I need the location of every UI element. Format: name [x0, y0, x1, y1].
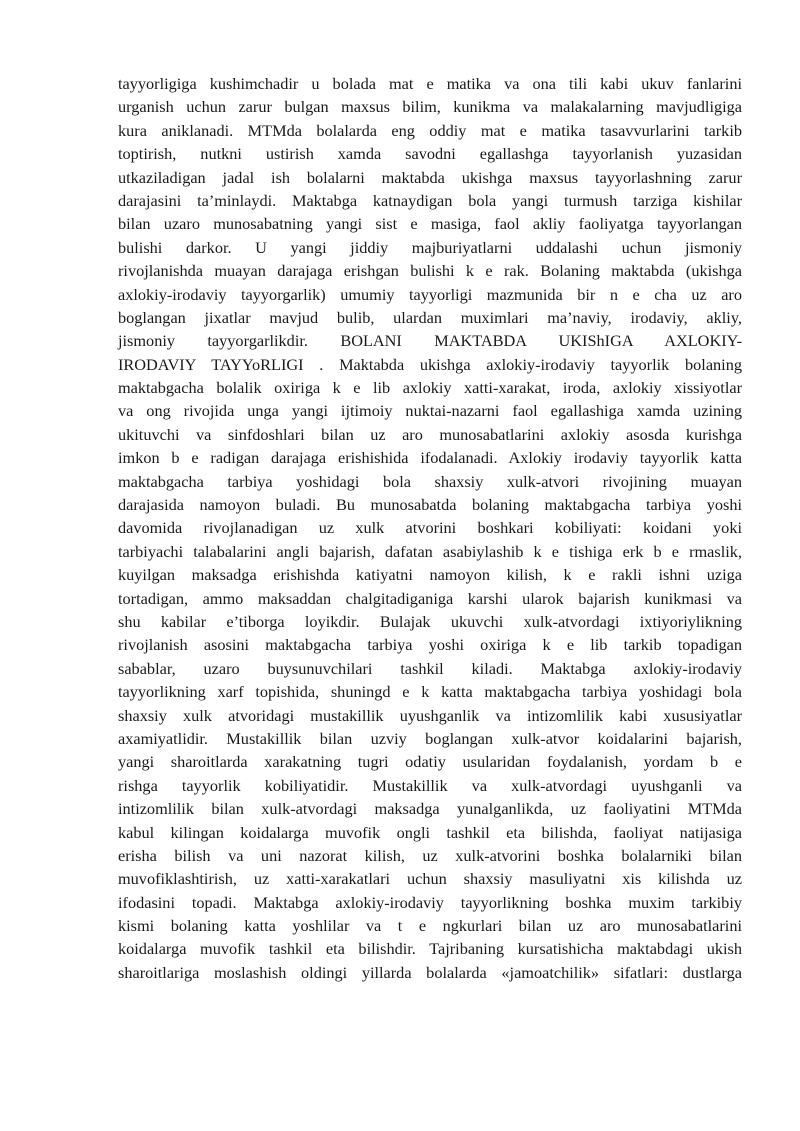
text-line: axamiyatlidir. Mustakillik bilan uzviy boglangan xulk-atvor koidalarini bajarish, [118, 728, 742, 748]
text-line: toptirish, nutkni ustirish xamda savodni egallashga tayyorlanish yuzasidan [118, 144, 742, 164]
text-line: utkaziladigan jadal ish bolalarni maktabda ukishga maxsus tayyorlashning zarur [118, 167, 742, 187]
text-line: rivojlanish asosini maktabgacha tarbiya yoshi oxiriga k e lib tarkib topadigan [118, 635, 742, 655]
text-line: intizomlilik bilan xulk-atvordagi maksadga yunalganlikda, uz faoliyatini MTMda [118, 799, 742, 819]
text-line: davomida rivojlanadigan uz xulk atvorini boshkari kobiliyati: koidani yoki [118, 518, 742, 538]
text-line: tayyorlikning xarf topishida, shuningd e k katta maktabgacha tarbiya yoshidagi bola [118, 682, 742, 702]
text-line: va ong rivojida unga yangi ijtimoiy nuktai-nazarni faol egallashiga xamda uzining [118, 401, 742, 421]
text-line: shaxsiy xulk atvoridagi mustakillik uyushganlik va intizomlilik kabi xususiyatlar [118, 705, 742, 725]
text-line: maktabgacha tarbiya yoshidagi bola shaxsiy xulk-atvori rivojining muayan [118, 471, 742, 491]
text-line: bulishi darkor. U yangi jiddiy majburiyatlarni uddalashi uchun jismoniy [118, 237, 742, 257]
text-line: tortadigan, ammo maksaddan chalgitadiganiga karshi ularok bajarish kunikmasi va [118, 588, 742, 608]
text-line: bilan uzaro munosabatning yangi sist e masiga, faol akliy faoliyatga tayyorlangan [118, 214, 742, 234]
text-line: axlokiy-irodaviy tayyorgarlik) umumiy tayyorligi mazmunida bir n e cha uz aro [118, 284, 742, 304]
text-line: rishga tayyorlik kobiliyatidir. Mustakillik va xulk-atvordagi uyushganli va [118, 775, 742, 795]
text-line: kabul kilingan koidalarga muvofik ongli tashkil eta bilishda, faoliyat natijasiga [118, 822, 742, 842]
text-line: darajasida namoyon buladi. Bu munosabatda bolaning maktabgacha tarbiya yoshi [118, 495, 742, 515]
text-line: imkon b e radigan darajaga erishishida ifodalanadi. Axlokiy irodaviy tayyorlik katta [118, 448, 742, 468]
body-text [118, 72, 742, 984]
text-line: shu kabilar e’tiborga loyikdir. Bulajak ukuvchi xulk-atvordagi ixtiyoriylikning [118, 611, 742, 631]
text-line: jismoniy tayyorgarlikdir. BOLANI MAKTABDA UKIShIGA AXLOKIY- [118, 331, 742, 351]
text-line: tarbiyachi talabalarini angli bajarish, dafatan asabiylashib k e tishiga erk b e rmaslik, [118, 541, 742, 561]
text-line: boglangan jixatlar mavjud bulib, ulardan muximlari ma’naviy, irodaviy, akliy, [118, 307, 742, 327]
text-line: kuyilgan maksadga erishishda katiyatni namoyon kilish, k e rakli ishni uziga [118, 565, 742, 585]
text-line: muvofiklashtirish, uz xatti-xarakatlari uchun shaxsiy masuliyatni xis kilishda uz [118, 869, 742, 889]
text-line: sharoitlariga moslashish oldingi yillarda bolalarda «jamoatchilik» sifatlari: dustlarga [118, 962, 742, 982]
text-line: IRODAVIY TAYYoRLIGI . Maktabda ukishga axlokiy-irodaviy tayyorlik bolaning [118, 354, 742, 374]
text-line: rivojlanishda muayan darajaga erishgan bulishi k e rak. Bolaning maktabda (ukishga [118, 261, 742, 281]
text-line: koidalarga muvofik tashkil eta bilishdir. Tajribaning kursatishicha maktabdagi ukish [118, 939, 742, 959]
text-line: sabablar, uzaro buysunuvchilari tashkil kiladi. Maktabga axlokiy-irodaviy [118, 658, 742, 678]
text-line: maktabgacha bolalik oxiriga k e lib axlokiy xatti-xarakat, iroda, axlokiy xissiyotlar [118, 378, 742, 398]
text-line: yangi sharoitlarda xarakatning tugri odatiy usularidan foydalanish, yordam b e [118, 752, 742, 772]
text-line: erisha bilish va uni nazorat kilish, uz xulk-atvorini boshka bolalarniki bilan [118, 845, 742, 865]
text-line: ukituvchi va sinfdoshlari bilan uz aro munosabatlarini axlokiy asosda kurishga [118, 424, 742, 444]
text-line: tayyorligiga kushimchadir u bolada mat e matika va ona tili kabi ukuv fanlarini [118, 74, 742, 93]
text-line: kura aniklanadi. MTMda bolalarda eng oddiy mat e matika tasavvurlarini tarkib [118, 120, 742, 140]
text-line: urganish uchun zarur bulgan maxsus bilim, kunikma va malakalarning mavjudligiga [118, 97, 742, 117]
text-line: ifodasini topadi. Maktabga axlokiy-irodaviy tayyorlikning boshka muxim tarkibiy [118, 892, 742, 912]
text-line: kismi bolaning katta yoshlilar va t e ngkurlari bilan uz aro munosabatlarini [118, 916, 742, 936]
text-line: darajasini ta’minlaydi. Maktabga katnaydigan bola yangi turmush tarziga kishilar [118, 190, 742, 210]
